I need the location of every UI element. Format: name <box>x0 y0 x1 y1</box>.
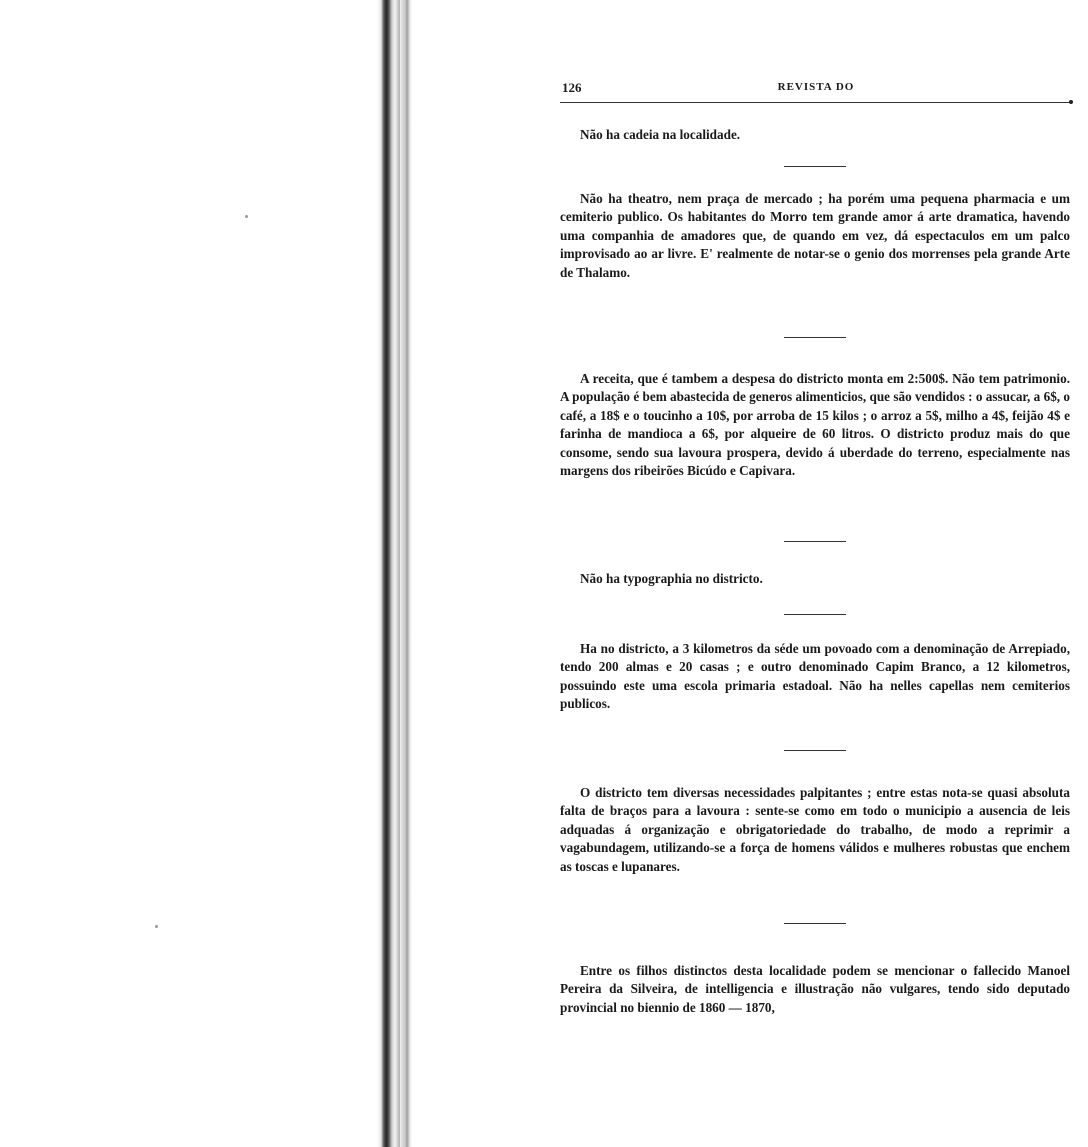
section-divider <box>784 750 846 751</box>
paragraph-typographia: Não ha typographia no districto. <box>580 571 763 586</box>
section-divider <box>784 923 846 924</box>
section-divider <box>784 614 846 615</box>
paragraph-receita: A receita, que é tambem a despesa do districto monta em 2:500$. Não tem patrimonio. A população é bem abastecida de generos alimenticios, que são vendidos : o assucar, a 6$, o café, a 18$ e o toucinho a 10$, por arroba de 15 kilos ; o arroz a 5$, milho a 4$, feijão 4$ e farinha de mandioca a 6$, por alqueire de 60 litros. O districto produz mais do que consome, sendo sua lavoura prospera, devido á uberdade do terreno, especialmente nas margens dos ribeirões Bicúdo e Capivara. <box>560 371 1070 479</box>
book-spine-edge <box>400 0 412 1147</box>
header-rule <box>560 102 1070 103</box>
paragraph-filhos-distinctos: Entre os filhos distinctos desta localidade podem se mencionar o fallecido Manoel Pereira da Silveira, de intelligencia e illustração não vulgares, tendo sido deputado provincial no biennio de 1860 — 1870, <box>560 963 1070 1015</box>
paragraph-povoados: Ha no districto, a 3 kilometros da séde um povoado com a denominação de Arrepiado, tendo 200 almas e 20 casas ; e outro denominado Capim Branco, a 12 kilometros, possuindo este uma escola primaria estadoal. Não ha nelles capellas nem cemiterios publicos. <box>560 641 1070 712</box>
page-header <box>560 78 1072 98</box>
scan-speck <box>245 215 248 218</box>
section-divider <box>784 541 846 542</box>
book-page <box>560 78 1072 1015</box>
section-divider <box>784 337 846 338</box>
page-number: 126 <box>562 80 582 95</box>
scan-speck <box>155 925 158 928</box>
paragraph-theatro: Não ha theatro, nem praça de mercado ; ha porém uma pequena pharmacia e um cemiterio publico. Os habitantes do Morro tem grande amor á arte dramatica, havendo uma companhia de amadores que, de quando em vez, dá espectaculos em um palco improvisado ao ar livre. E' realmente de notar-se o genio dos morrenses pela grande Arte de Thalamo. <box>560 191 1070 280</box>
paragraph-necessidades: O districto tem diversas necessidades palpitantes ; entre estas nota-se quasi absoluta falta de braços para a lavoura : sente-se como em todo o municipio a ausencia de leis adquadas á organização e obrigatoriedade do trabalho, de modo a reprimir a vagabundagem, utilizando-se a força de homens válidos e mulheres robustas que enchem as toscas e lupanares. <box>560 785 1070 874</box>
section-divider <box>784 166 846 167</box>
running-head: REVISTA DO <box>777 81 855 93</box>
paragraph-cadeia: Não ha cadeia na localidade. <box>580 127 741 142</box>
